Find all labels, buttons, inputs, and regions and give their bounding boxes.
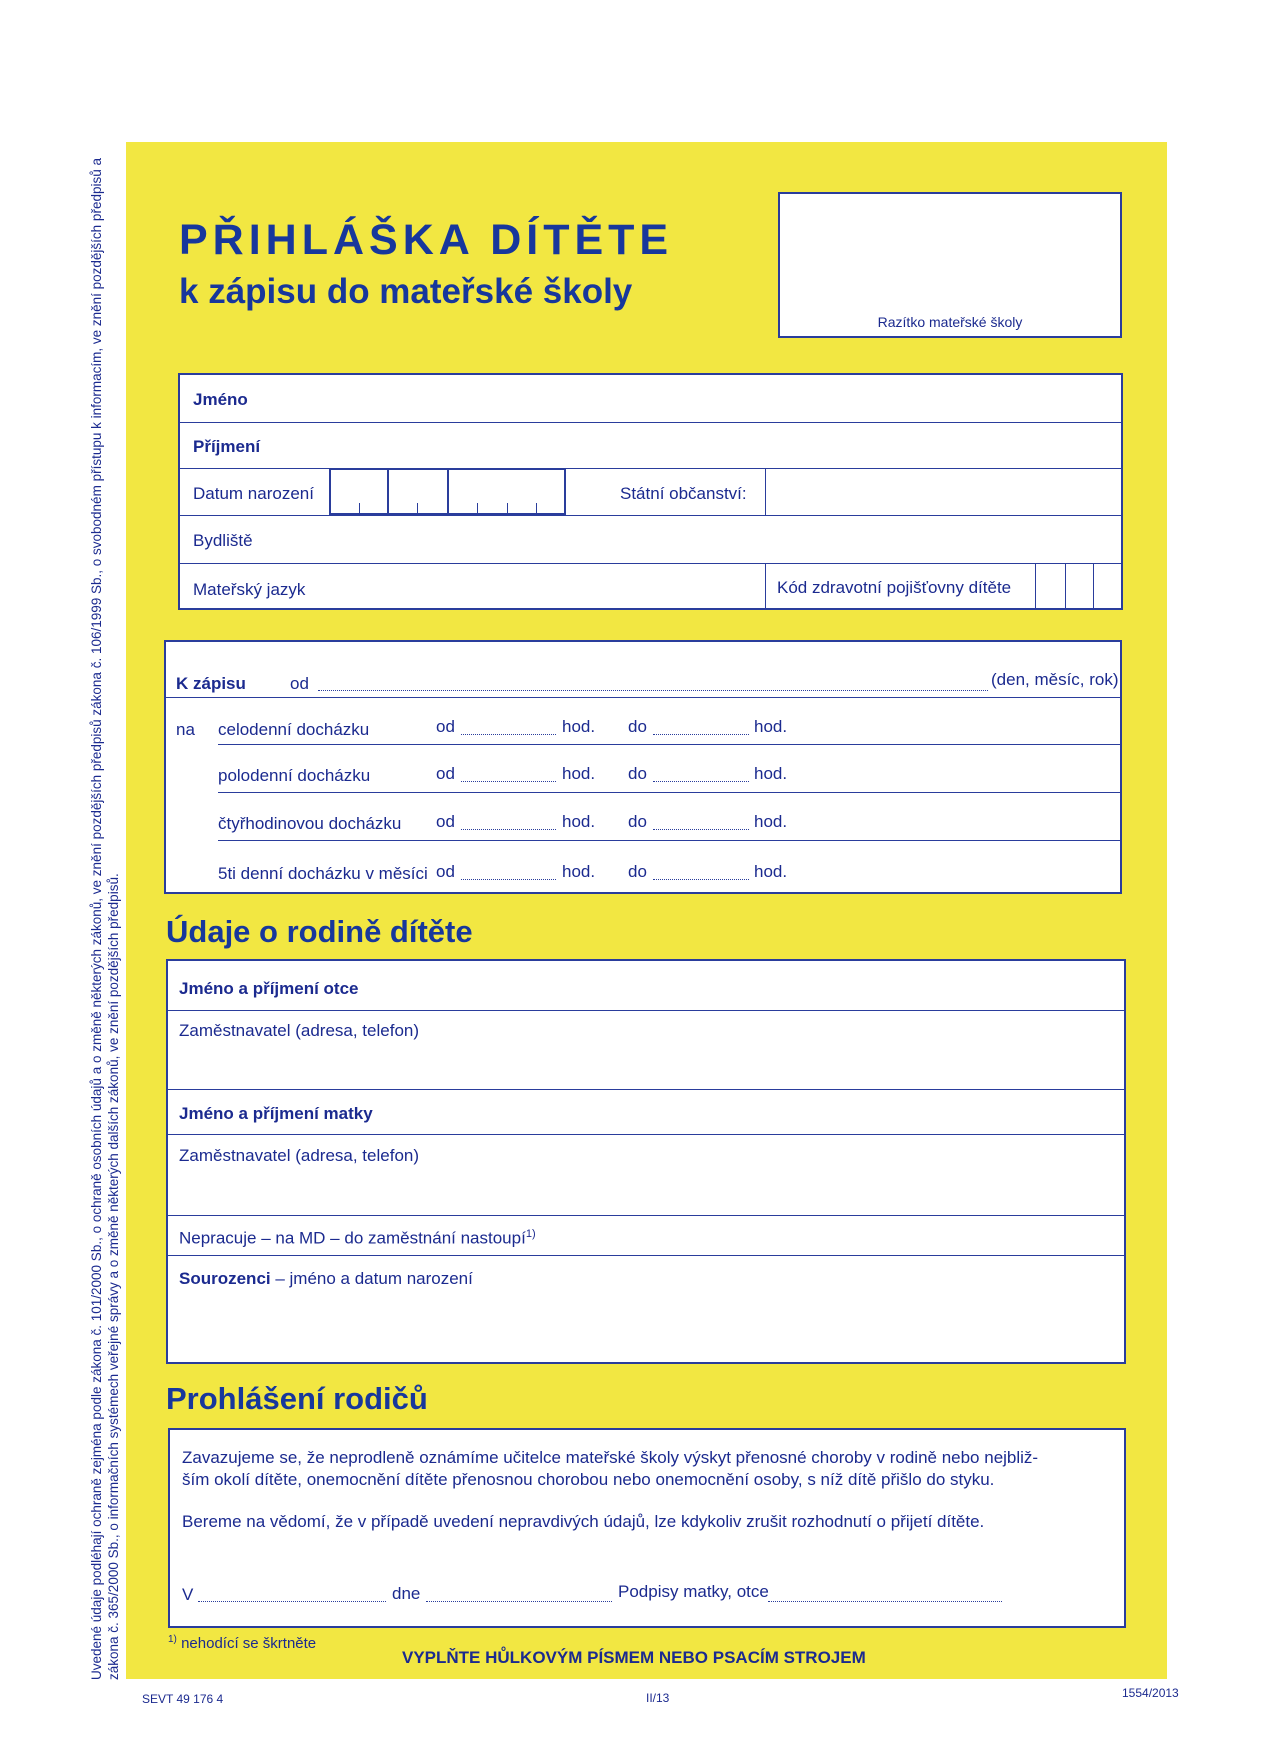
row-celodenni: celodenní docházku [218, 720, 370, 739]
sourozenci-label [179, 1269, 473, 1289]
k-zapisu-label: K zápisu [176, 674, 246, 693]
family-section-title: Údaje o rodině dítěte [166, 914, 473, 949]
declaration-box [168, 1428, 1126, 1628]
petidenni-do-field[interactable] [653, 879, 749, 880]
hod-label: hod. [754, 812, 788, 831]
nepracuje-text: Nepracuje – na MD – do zaměstnání nastoupí [179, 1228, 526, 1248]
od-label: od [436, 764, 455, 783]
do-label: do [628, 862, 647, 881]
ctyrhodinova-do-field[interactable] [653, 829, 749, 830]
date-field[interactable] [426, 1601, 612, 1602]
otec-label: Jméno a příjmení otce [179, 979, 359, 998]
place-field[interactable] [198, 1601, 386, 1602]
v-label: V [182, 1585, 194, 1604]
hod-label: hod. [562, 812, 596, 831]
form-title: PŘIHLÁŠKA DÍTĚTE [179, 216, 674, 264]
declaration-text-1: Zavazujeme se, že neprodleně oznámíme učitelce mateřské školy výskyt přenosné choroby v rodině nebo nejbliž- [182, 1448, 1039, 1467]
polodenni-do-field[interactable] [653, 781, 749, 782]
fill-instruction: VYPLŇTE HŮLKOVÝM PÍSMEM NEBO PSACÍM STROJEM [402, 1648, 866, 1667]
signature-field[interactable] [768, 1601, 1002, 1602]
row-petidenni: 5ti denní docházku v měsíci [218, 864, 428, 883]
row-polodenni: polodenní docházku [218, 766, 371, 785]
bydliste-label: Bydliště [193, 531, 253, 550]
date-hint: (den, měsíc, rok) [991, 670, 1119, 689]
zamestnavatel-matka-label: Zaměstnavatel (adresa, telefon) [179, 1146, 420, 1165]
declaration-text-2: Bereme na vědomí, že v případě uvedení nepravdivých údajů, lze kdykoliv zrušit rozhodnutí o přijetí dítěte. [182, 1512, 985, 1531]
application-form [126, 142, 1167, 1679]
form-code-mid: II/13 [646, 1691, 670, 1705]
enrollment-box [164, 640, 1122, 894]
do-label: do [628, 764, 647, 783]
ctyrhodinova-od-field[interactable] [461, 829, 556, 830]
prijmeni-label: Příjmení [193, 437, 261, 456]
hod-label: hod. [562, 764, 596, 783]
declaration-section-title: Prohlášení rodičů [166, 1381, 428, 1416]
sourozenci-rest: – jméno a datum narození [270, 1269, 473, 1288]
zamestnavatel-otec-label: Zaměstnavatel (adresa, telefon) [179, 1021, 420, 1040]
nepracuje-label [179, 1228, 536, 1249]
form-code-left: SEVT 49 176 4 [142, 1692, 224, 1706]
matka-label: Jméno a příjmení matky [179, 1104, 373, 1123]
legal-note: Uvedené údaje podléhají ochraně zejména podle zákona č. 101/2000 Sb., o ochraně osobních údajů a o změně některých zákonů, ve znění pozdějších předpisů zákona č. 106/1999 Sb., o svobodném přístupu k informacím, ve znění pozdějších předpisů a zákona č. 365/2000 Sb., o informačních systémech veřejné správy a o změně některých dalších zákonů, ve znění pozdějších předpisů. [89, 158, 121, 1680]
footnote-text: nehodící se škrtněte [176, 1635, 317, 1652]
petidenni-od-field[interactable] [461, 879, 556, 880]
stamp-label: Razítko mateřské školy [877, 314, 1023, 330]
do-label: do [628, 717, 647, 736]
od-label: od [436, 717, 455, 736]
footnote-mark: 1) [525, 1228, 536, 1240]
date-of-birth-field[interactable] [329, 468, 566, 515]
declaration-text-1b: ším okolí dítěte, onemocnění dítěte přenosnou chorobou nebo onemocnění osoby, s níž dítě přišlo do styku. [182, 1470, 995, 1489]
datum-narozeni-label: Datum narození [193, 484, 314, 503]
do-label: do [628, 812, 647, 831]
statni-obcanstvi-label: Státní občanství: [620, 484, 747, 503]
polodenni-od-field[interactable] [461, 781, 556, 782]
kod-pojistovny-label: Kód zdravotní pojišťovny dítěte [777, 578, 1012, 597]
hod-label: hod. [562, 862, 596, 881]
hod-label: hod. [562, 717, 596, 736]
sourozenci-bold: Sourozenci [179, 1269, 271, 1288]
footnote-mark: 1) [168, 1634, 177, 1645]
footnote [168, 1634, 316, 1652]
hod-label: hod. [754, 764, 788, 783]
hod-label: hod. [754, 717, 788, 736]
materksy-jazyk-label: Mateřský jazyk [193, 580, 306, 599]
row-ctyrhodinova: čtyřhodinovou docházku [218, 814, 402, 833]
family-box [166, 959, 1126, 1364]
na-label: na [176, 720, 195, 739]
celodenni-do-field[interactable] [653, 734, 749, 735]
child-data-box [178, 373, 1123, 610]
celodenni-od-field[interactable] [461, 734, 556, 735]
podpisy-label: Podpisy matky, otce [618, 1582, 769, 1601]
hod-label: hod. [754, 862, 788, 881]
k-zapisu-od: od [290, 674, 309, 693]
form-subtitle: k zápisu do mateřské školy [179, 272, 633, 311]
od-label: od [436, 862, 455, 881]
k-zapisu-date-field[interactable] [318, 690, 988, 691]
dne-label: dne [392, 1584, 421, 1603]
stamp-box [778, 192, 1122, 338]
form-code-right: 1554/2013 [1122, 1686, 1179, 1700]
jmeno-label: Jméno [193, 390, 248, 409]
od-label: od [436, 812, 455, 831]
